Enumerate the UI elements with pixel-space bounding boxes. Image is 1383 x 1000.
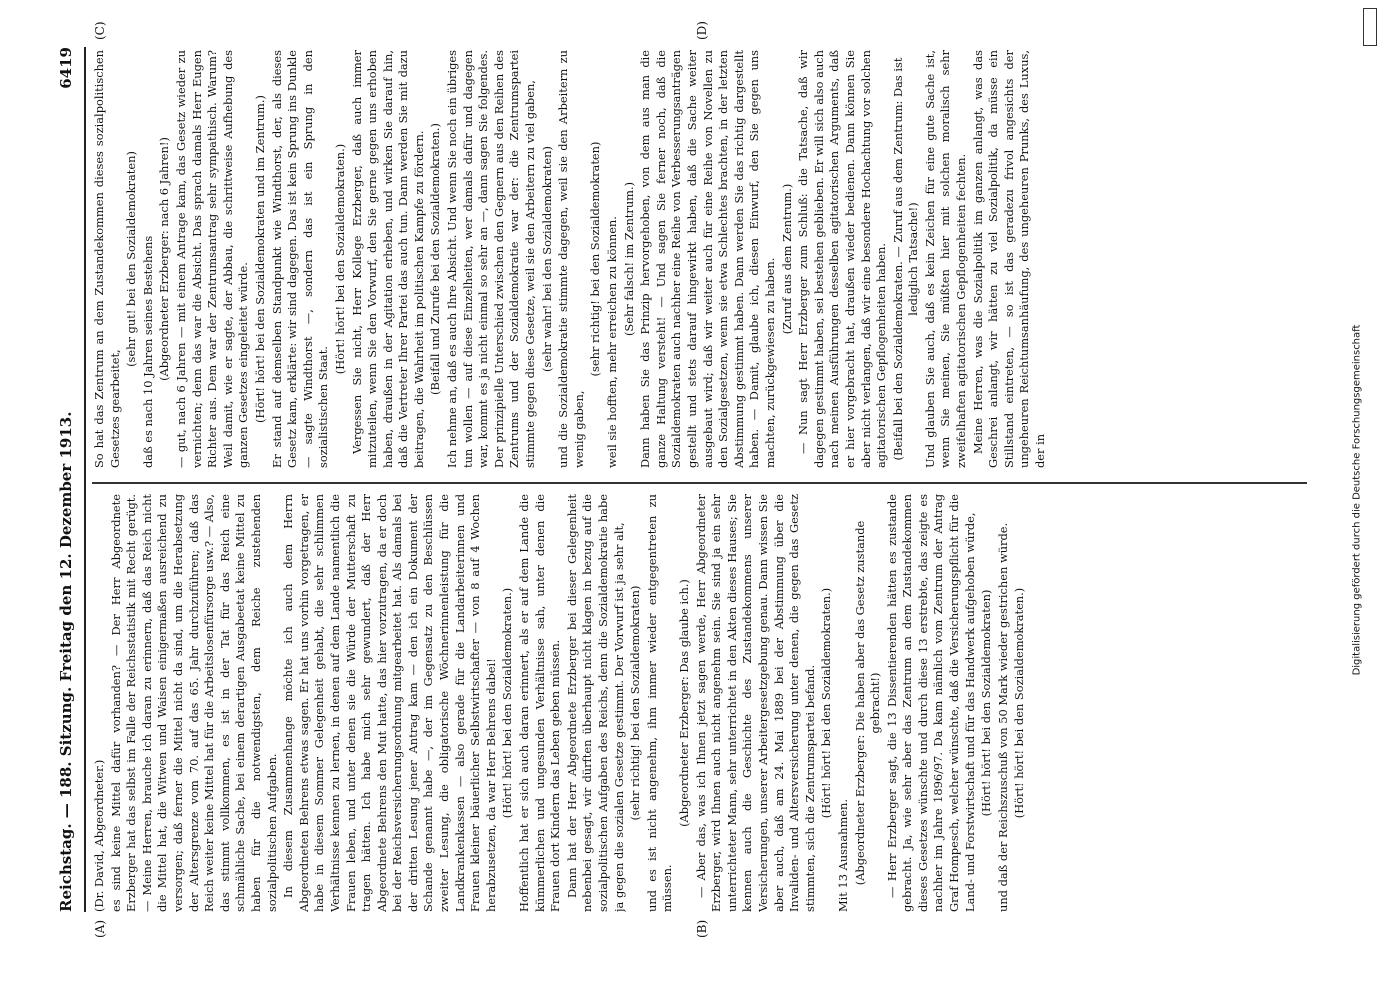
paragraph: (Abgeordneter Erzberger: Die haben aber das Gesetz zustande gebracht!)	[852, 520, 883, 886]
paragraph: Dann haben Sie das Prinzip hervorgehoben, von dem aus man die ganze Haltung versteht! — Und sagen Sie ferner noch, daß die Sozialdemokraten auch nachher eine Reihe von Verbesserungsanträgen gestellt und stets darauf hingewirkt haben, daß die Sache weiter ausgebaut wird; daß wir weiter auch für eine Reihe von Novellen zu den Sozialgesetzen, wenn sie etwa Schlechtes brachten, in der letzten Abstimmung gestimmt haben. Dann werden Sie das richtig dargestellt haben. — Damit, glaube ich, diesen Einwurf, den Sie gegen uns machten, zurückgewiesen zu haben.	[638, 50, 777, 468]
paragraph: (Zuruf aus dem Zentrum.)	[779, 183, 794, 335]
paragraph: — Nun sagt Herr Erzberger zum Schluß: die Tatsache, daß wir dagegen gestimmt haben, sei bestehen geblieben. Er will sich also auch nach meinen Ausführungen desselben agitatorischen Arguments, daß er hier vorgebracht hat, draußen wieder bedienen. Dann können Sie aber nicht verlangen, daß wir eine besondere Hochachtung vor solchen agitatorischen Gepflogenheiten haben.	[796, 50, 889, 468]
margin-marker-d: (D)	[695, 21, 709, 40]
paragraph: es sind keine Mittel dafür vorhanden? — Der Herr Abgeordnete Erzberger hat das selbst im Falle der Reichsstatistik mit Recht gerügt. — Meine Herren, brauche ich daran zu erinnern, daß das Reich nicht die Mittel hat, die Witwen und Waisen einigermaßen ausreichend zu versorgen; daß ferner die Mittel nicht da sind, um die Herabsetzung der Altersgrenze vom 70. auf das 65. Jahr durchzuführen; daß das Reich weiter keine Mittel hat für die Arbeitslosenfürsorge usw.? — Also, das stimmt vollkommen, es ist in der Tat für das Reich eine schmähliche Sache, bei einem derartigen Ausgabeetat keine Mittel zu haben für die notwendigsten, dem Reiche zustehenden sozialpolitischen Aufgaben.	[108, 494, 279, 912]
paragraph: (Abgeordneter Erzberger: nach 6 Jahren!)	[157, 137, 172, 381]
paragraph: und die Sozialdemokratie stimmte dagegen, weil sie den Arbeitern zu wenig gaben,	[556, 50, 586, 468]
margin-marker-b: (B)	[695, 919, 709, 938]
paragraph: (Hört! hört! bei den Sozialdemokraten.)	[819, 587, 834, 819]
paragraph: So hat das Zentrum an dem Zustandekommen dieses sozialpolitischen Gesetzes gearbeitet,	[92, 50, 122, 468]
paragraph: — gut, nach 6 Jahren — mit einem Antrage kam, das Gesetz wieder zu vernichten; denn das war die Absicht. Das sprach damals Herr Eugen Richter aus. Dem war der Zentrumsantrag sehr sympathisch. Warum? Weil damit, wie er sagte, der Abbau, die schrittweise Aufhebung des ganzen Gesetzes eingeleitet würde.	[173, 50, 251, 468]
paragraph: (Beifall und Zurufe bei den Sozialdemokraten.)	[428, 123, 443, 395]
paragraph: Vergessen Sie nicht, Herr Kollege Erzberger, daß auch immer mitzuteilen, wenn Sie den Vorwurf, den Sie gerne gegen uns erhoben haben, draußen in der Agitation erheben, und wirken Sie darauf hin, daß die Vertreter Ihrer Partei das auch tun. Dann werden Sie mit dazu beitragen, die Wahrheit im politischen Kampfe zu fördern.	[349, 50, 426, 468]
paragraph: Meine Herren, was die Sozialpolitik im ganzen anlangt, was das Geschrei anlangt, wir hätten zu viel Sozialpolitik, da müsse ein Stillstand eintreten, — so ist das geradezu frivol angesichts der ungeheuren Reichtumsanhäufung, des ungeheuren Prunks, des Luxus, der in	[970, 50, 1048, 468]
paragraph: (sehr richtig! bei den Sozialdemokraten)	[588, 141, 603, 377]
dfg-logo	[1363, 8, 1377, 46]
running-head: Reichstag. — 188. Sitzung. Freitag den 12. Dezember 1913.	[57, 411, 75, 912]
paragraph: (Beifall bei den Sozialdemokraten. — Zuruf aus dem Zentrum: Das ist lediglich Tatsache!)	[890, 57, 921, 461]
paragraph: daß es nach 10 Jahren seines Bestehens	[140, 235, 155, 468]
paragraph: (Hört! hört! bei den Sozialdemokraten.)	[500, 587, 515, 819]
paragraph: (Hört! hört! bei den Sozialdemokraten.)	[332, 143, 347, 375]
page-header	[55, 47, 81, 912]
paragraph: In diesem Zusammenhange möchte ich auch dem Herrn Abgeordneten Behrens etwas sagen. Er hat uns vorhin vorgetragen, er habe in diesem Sommer Gelegenheit gehabt, die sehr schlimmen Verhältnisse kennen zu lernen, in denen auf dem Lande namentlich die Frauen leben, und unter denen sie die Würde der Mutterschaft zu tragen hätten. Ich habe mich sehr gewundert, daß der Herr Abgeordnete Behrens den Mut hatte, das hier vorzutragen, da er doch bei der Reichsversicherungsordnung mitgearbeitet hat. Als damals bei der dritten Lesung jener Antrag kam — den ich ein Dokument der Schande genannt habe —, der im Gegensatz zu den Beschlüssen zweiter Lesung, die obligatorische Wöchnerinnenleistung für die Landkrankenkassen — also gerade für die Landarbeiterinnen und Frauen kleiner bäuerlicher Selbstwirtschafter — von 8 auf 4 Wochen herabzusetzen, da war Herr Behrens dabei!	[281, 494, 498, 912]
paragraph: (Dr. David, Abgeordneter.)	[92, 759, 106, 912]
left-text-column	[92, 494, 1307, 912]
header-rule	[84, 47, 86, 912]
paragraph: (Hört! hört! bei den Sozialdemokraten und im Zentrum.)	[252, 95, 267, 423]
paragraph: Mit 13 Ausnahmen.	[835, 799, 850, 912]
digitization-credit: Digitalisierung gefördert durch die Deutsche Forschungsgemeinschaft	[1351, 324, 1363, 676]
margin-marker-c: (C)	[93, 21, 107, 40]
paragraph: Er stand auf demselben Standpunkt wie Windthorst, der, als dieses Gesetz kam, erklärte: wir sind dagegen. Das ist kein Sprung ins Dunkle — sagte Windthorst —, sondern das ist ein Sprung in den sozialistischen Staat.	[269, 50, 331, 468]
paragraph: (sehr gut! bei den Sozialdemokraten)	[124, 151, 139, 367]
paragraph: (sehr wahr! bei den Sozialdemokraten)	[539, 146, 554, 372]
page-number: 6419	[57, 47, 75, 89]
paragraph: (sehr richtig! bei den Sozialdemokraten)	[628, 585, 643, 821]
paragraph: und daß der Reichszuschuß von 50 Mark wieder gestrichen würde.	[995, 522, 1010, 912]
paragraph: Und glauben Sie auch, daß es kein Zeichen für eine gute Sache ist, wenn Sie meinen, Sie müßten hier mit solchen moralisch sehr zweifelhaften agitatorischen Gepflogenheiten fechten.	[922, 50, 969, 468]
paragraph: Ich nehme an, daß es auch Ihre Absicht. Und wenn Sie noch ein übriges tun wollen — auf diese Einzelheiten, wer damals dafür und dagegen war, kommt es ja nicht einmal so sehr an —, dann sagen Sie folgendes. Der prinzipielle Unterschied zwischen den Gegnern aus den Reihen des Zentrums und der Sozialdemokratie war der: die Zentrumspartei stimmte gegen diese Gesetze, weil sie den Arbeitern zu viel gaben,	[445, 50, 538, 468]
paragraph: weil sie hofften, mehr erreichen zu können.	[605, 216, 619, 468]
paragraph: Hoffentlich hat er sich auch daran erinnert, als er auf dem Lande die kümmerlichen und ungesunden Verhältnisse sah, unter denen die Frauen dort Kindern das Leben geben müssen.	[517, 494, 563, 912]
paragraph: (Abgeordneter Erzberger: Das glaube ich.)	[676, 579, 691, 827]
paragraph: — Herr Erzberger sagt, die 13 Dissentierenden hätten es zustande gebracht. Ja, wie sehr aber das Zentrum an dem Zustandekommen dieses Gesetzes wünschte und durch diese 13 erstrebte, das zeigte es nachher im Jahre 1896/97. Da kam nämlich vom Zentrum der Antrag Graf Hompesch, welcher wünschte, daß die Versicherungspflicht für die Land- und Forstwirtschaft und für das Handwerk aufgehoben würde,	[884, 494, 977, 912]
paragraph: (Hört! hört! bei den Sozialdemokraten.)	[1012, 587, 1027, 819]
paragraph: (Sehr falsch! im Zentrum.)	[621, 181, 636, 337]
paragraph: (Hört! hört! bei den Sozialdemokraten)	[979, 589, 994, 817]
paragraph: Dann hat der Herr Abgeordnete Erzberger bei dieser Gelegenheit nebenbei gesagt, wir dürften überhaupt nicht klagen in bezug auf die sozialpolitischen Aufgaben des Reichs, denn die Sozialdemokratie habe ja gegen die sozialen Gesetze gestimmt. Der Vorwurf ist ja sehr alt,	[564, 494, 626, 912]
paragraph: — Aber das, was ich Ihnen jetzt sagen werde, Herr Abgeordneter Erzberger, wird Ihnen auch nicht angenehm sein. Sie sind ja ein sehr unterrichteter Mann, sehr unterrichtet in den Akten dieses Hauses; Sie kennen auch die Geschichte des Zustandekommens unserer Versicherungen, unserer Arbeitergesetzgebung genau. Dann wissen Sie aber auch, daß am 24. Mai 1889 bei der Abstimmung über die Invaliden- und Altersversicherung unter denen, die gegen das Gesetz stimmten, sich die Zentrumspartei befand.	[693, 494, 817, 912]
right-text-column	[92, 50, 1307, 468]
paragraph: und es ist nicht angenehm, ihm immer wieder entgegentreten zu müssen.	[644, 494, 675, 912]
column-divider	[92, 483, 1307, 485]
margin-marker-a: (A)	[93, 919, 107, 938]
